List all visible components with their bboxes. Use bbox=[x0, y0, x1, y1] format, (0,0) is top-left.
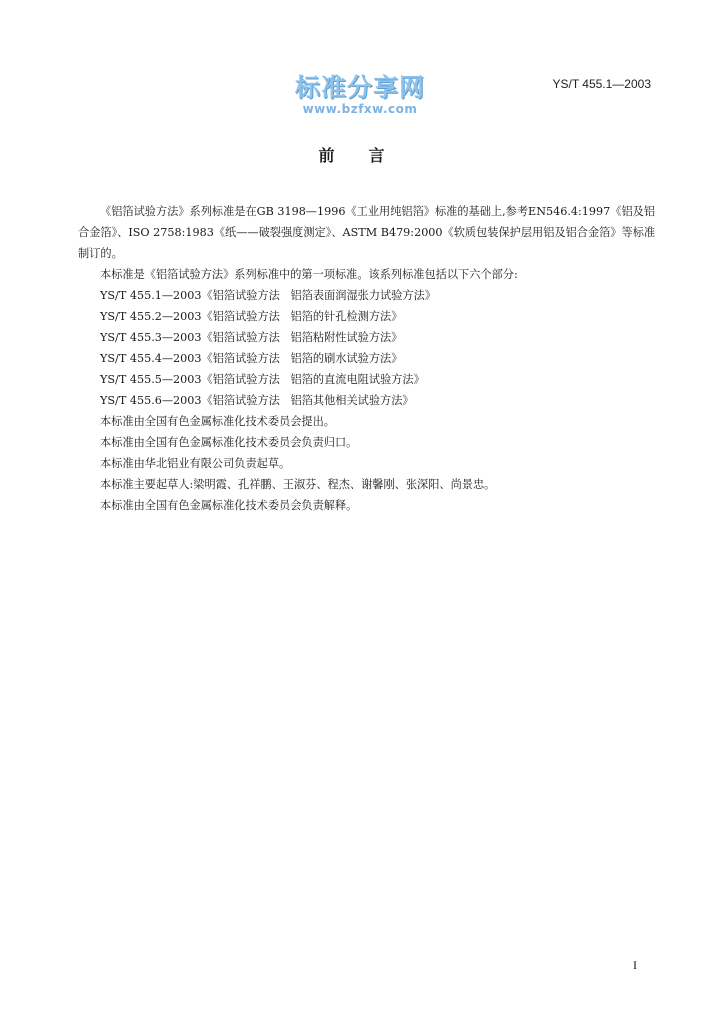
page-number: I bbox=[633, 958, 637, 972]
part-list-item: YS/T 455.4—2003《铝箔试验方法 铝箔的刷水试验方法》 bbox=[100, 352, 403, 365]
statement-drafters: 本标准主要起草人:梁明霞、孔祥鹏、王淑芬、程杰、谢馨刚、张深阳、尚景忠。 bbox=[100, 478, 496, 491]
watermark-logo bbox=[270, 74, 450, 116]
part-list-item: YS/T 455.5—2003《铝箔试验方法 铝箔的直流电阻试验方法》 bbox=[100, 373, 425, 386]
series-intro-paragraph: 本标准是《铝箔试验方法》系列标准中的第一项标准。该系列标准包括以下六个部分: bbox=[100, 268, 518, 281]
statement-drafted: 本标准由华北铝业有限公司负责起草。 bbox=[100, 457, 291, 470]
statement-interpretation: 本标准由全国有色金属标准化技术委员会负责解释。 bbox=[100, 499, 358, 512]
foreword-body bbox=[78, 201, 658, 516]
statement-centralized: 本标准由全国有色金属标准化技术委员会负责归口。 bbox=[100, 436, 358, 449]
watermark-url: www.bzfxw.com bbox=[302, 102, 418, 116]
part-list-item: YS/T 455.6—2003《铝箔试验方法 铝箔其他相关试验方法》 bbox=[100, 394, 414, 407]
page-title: 前言 bbox=[318, 146, 419, 165]
statement-proposed: 本标准由全国有色金属标准化技术委员会提出。 bbox=[100, 415, 335, 428]
standard-code: YS/T 455.1—2003 bbox=[552, 77, 651, 91]
watermark-title: 标准分享网 bbox=[294, 73, 425, 102]
part-list-item: YS/T 455.3—2003《铝箔试验方法 铝箔粘附性试验方法》 bbox=[100, 331, 403, 344]
intro-paragraph: 《铝箔试验方法》系列标准是在GB 3198—1996《工业用纯铝箔》标准的基础上,参考EN546.4:1997《铝及铝合金箔》、ISO 2758:1983《纸——破裂强度测定》、ASTM B479:2000《软质包装保护层用铝及铝合金箔》等标准制订的。 bbox=[78, 205, 656, 260]
part-list-item: YS/T 455.1—2003《铝箔试验方法 铝箔表面润湿张力试验方法》 bbox=[100, 289, 436, 302]
part-list-item: YS/T 455.2—2003《铝箔试验方法 铝箔的针孔检测方法》 bbox=[100, 310, 403, 323]
